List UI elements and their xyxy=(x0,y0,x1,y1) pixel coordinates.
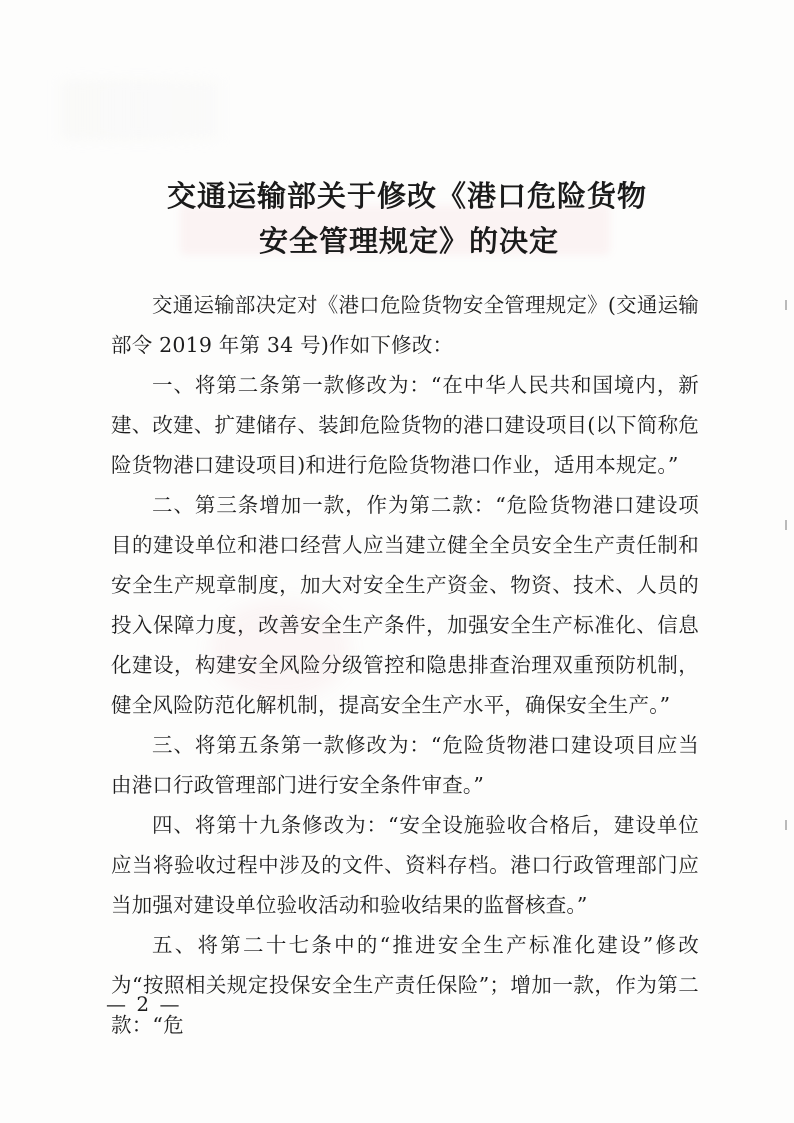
paragraph-item-2: 二、第三条增加一款，作为第二款：“危险货物港口建设项目的建设单位和港口经营人应当建立健全全员安全生产责任制和安全生产规章制度，加大对安全生产资金、物资、技术、人员的投入保障力度，改善安全生产条件，加强安全生产标准化、信息化建设，构建安全风险分级管控和隐患排查治理双重预防机制，健全风险防范化解机制，提高安全生产水平，确保安全生产。” xyxy=(111,493,699,717)
paragraph-item-5: 五、将第二十七条中的“推进安全生产标准化建设”修改为“按照相关规定投保安全生产责任保险”；增加一款，作为第二款：“危 xyxy=(111,933,699,1037)
paragraph-intro: 交通运输部决定对《港口危险货物安全管理规定》(交通运输部令 2019 年第 34 号)作如下修改： xyxy=(111,293,699,357)
scan-edge-marks xyxy=(785,300,788,1000)
paragraph-item-1: 一、将第二条第一款修改为：“在中华人民共和国境内，新建、改建、扩建储存、装卸危险货物的港口建设项目(以下简称危险货物港口建设项目)和进行危险货物港口作业，适用本规定。” xyxy=(111,373,699,477)
scan-artifact xyxy=(60,80,220,140)
page-number: — 2 — xyxy=(106,992,182,1016)
paragraph-item-3: 三、将第五条第一款修改为：“危险货物港口建设项目应当由港口行政管理部门进行安全条件审查。” xyxy=(111,733,699,797)
paragraph-item-4: 四、将第十九条修改为：“安全设施验收合格后，建设单位应当将验收过程中涉及的文件、资料存档。港口行政管理部门应当加强对建设单位验收活动和验收结果的监督核查。” xyxy=(111,813,699,917)
document-title-line-2: 安全管理规定》的决定 xyxy=(258,224,559,258)
document-title-line-1: 交通运输部关于修改《港口危险货物 xyxy=(166,179,647,213)
document-body xyxy=(111,285,699,1045)
